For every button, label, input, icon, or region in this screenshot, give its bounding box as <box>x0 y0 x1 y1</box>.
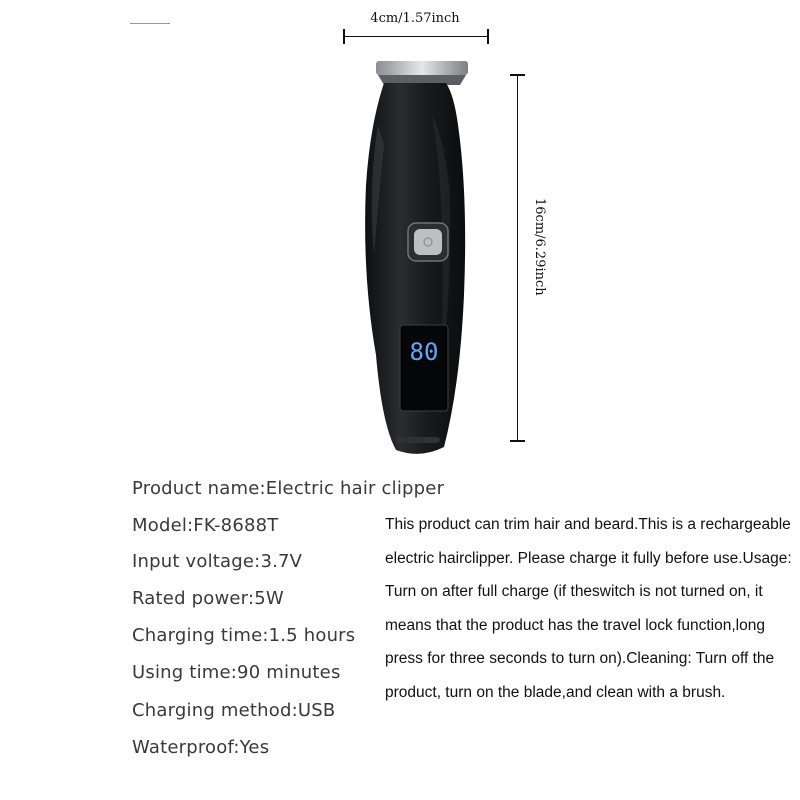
height-dimension-cap-top <box>510 74 525 76</box>
spec-model: Model:FK-8688T <box>132 515 279 536</box>
width-dimension-cap-left <box>343 29 345 44</box>
spec-charging-time: Charging time:1.5 hours <box>132 625 356 646</box>
power-button <box>408 223 448 261</box>
height-dimension-label: 16cm/6.29inch <box>532 198 547 296</box>
spec-input-voltage: Input voltage:3.7V <box>132 551 303 572</box>
height-dimension-line <box>517 75 518 441</box>
hair-clipper-image <box>340 55 500 465</box>
height-dimension-cap-bottom <box>510 440 525 442</box>
width-dimension-label: 4cm/1.57inch <box>370 11 460 26</box>
width-dimension-cap-right <box>487 29 489 44</box>
spec-waterproof: Waterproof:Yes <box>132 737 270 758</box>
display-reading: 80 <box>409 338 439 366</box>
decorative-rule <box>130 23 170 24</box>
spec-product-name: Product name:Electric hair clipper <box>132 478 445 499</box>
product-description: This product can trim hair and beard.This is a rechargeable electric hairclipper. Please charge it fully before use.Usage: Turn on after full charge (if theswitch is not turned on, it means that the product has the travel lock function,long press for three seconds to turn on).Cleaning: Turn off the product, turn on the blade,and clean with a brush. <box>385 516 792 701</box>
width-dimension-line <box>344 36 488 37</box>
spec-using-time: Using time:90 minutes <box>132 662 341 683</box>
spec-charging-method: Charging method:USB <box>132 700 336 721</box>
spec-rated-power: Rated power:5W <box>132 588 284 609</box>
clipper-blade <box>376 61 468 85</box>
